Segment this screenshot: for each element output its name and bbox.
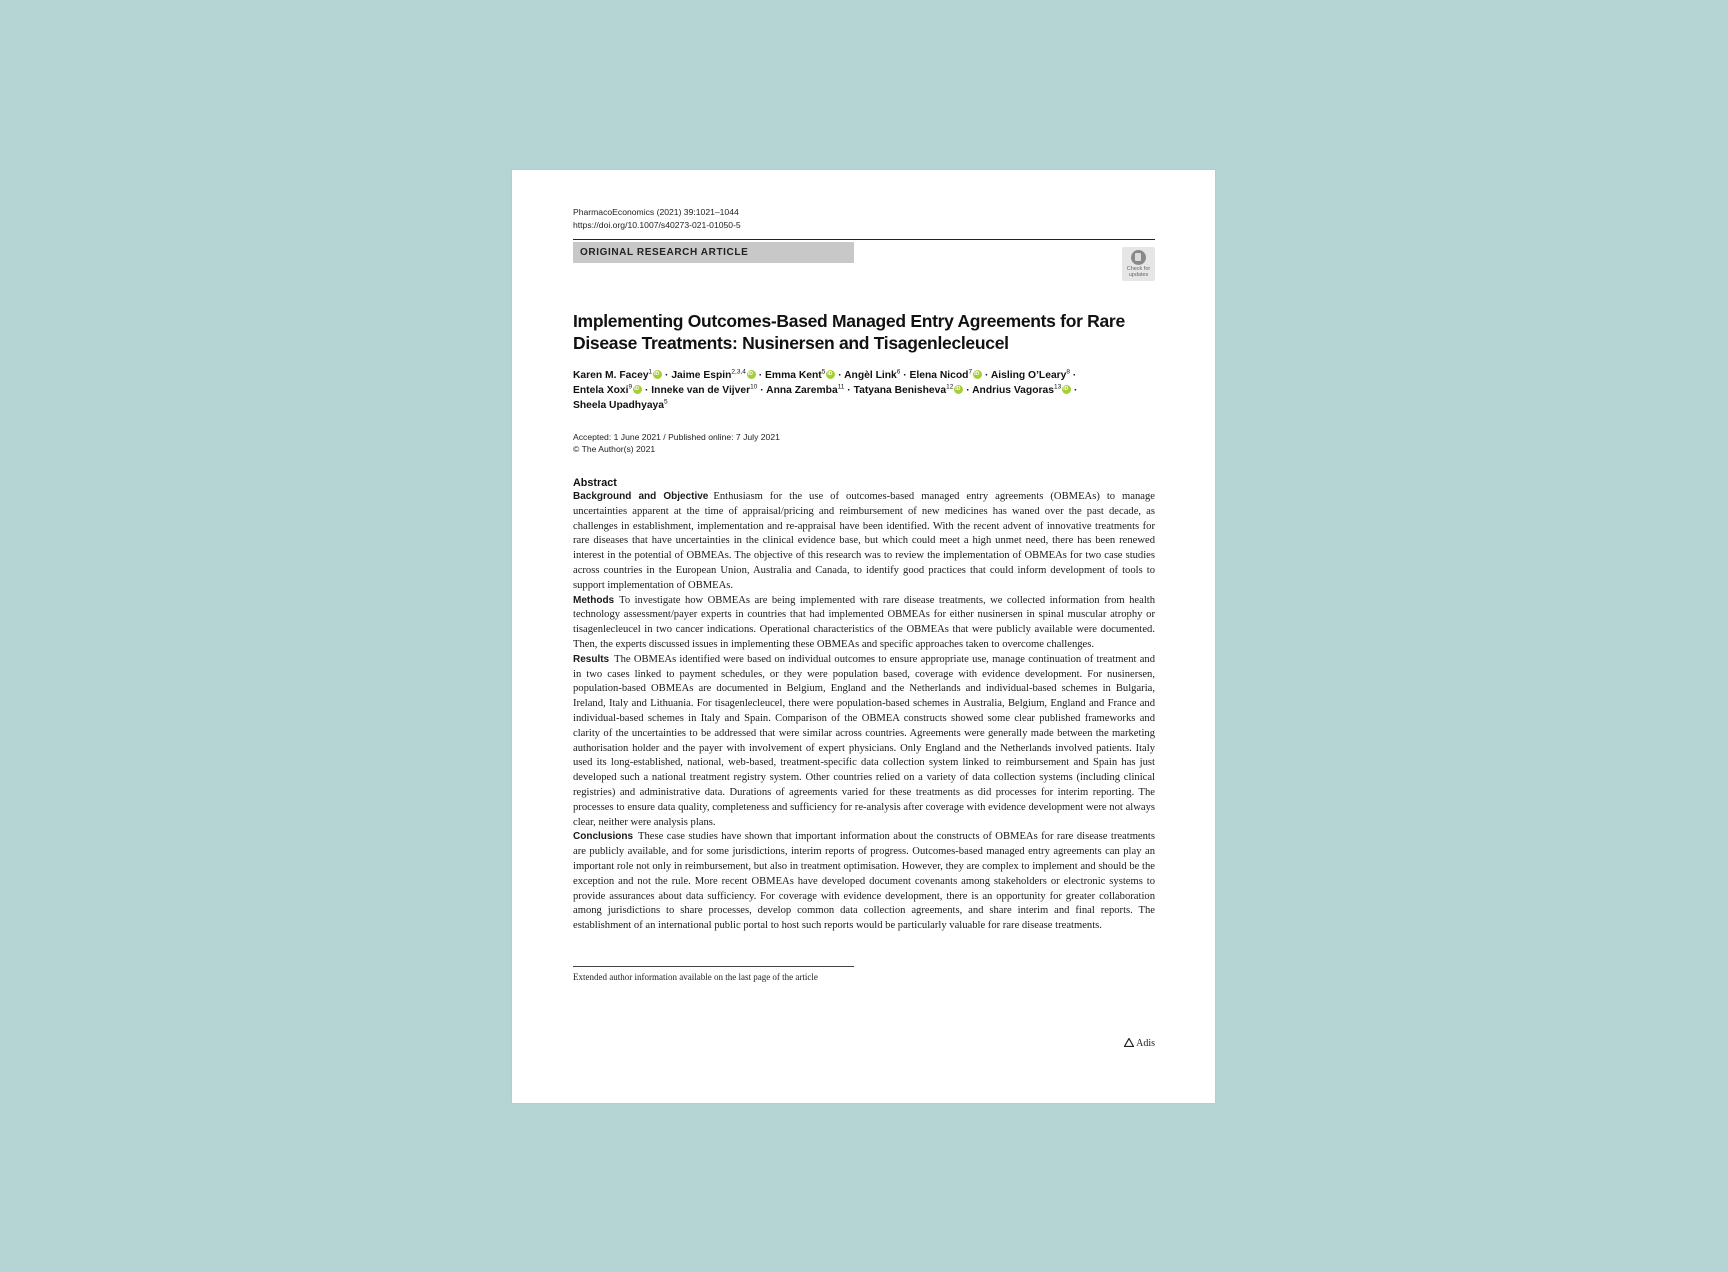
author-name[interactable]: Jaime Espin <box>671 370 732 381</box>
author-affiliation: 2,3,4 <box>731 368 746 376</box>
author-separator: · <box>900 370 910 381</box>
author-info-footnote: Extended author information available on the last page of the article <box>573 971 818 982</box>
author-name[interactable]: Angèl Link <box>844 370 897 381</box>
abstract-heading: Abstract <box>573 477 617 489</box>
article-title: Implementing Outcomes-Based Managed Entry Agreements for Rare Disease Treatments: Nusinersen and Tisagenlecleucel <box>573 311 1125 353</box>
adis-triangle-icon <box>1124 1038 1134 1047</box>
author-name[interactable]: Elena Nicod <box>909 370 969 381</box>
check-updates-line1: Check for <box>1126 266 1151 272</box>
author-name[interactable]: Aisling O’Leary <box>990 370 1067 381</box>
orcid-icon[interactable] <box>653 370 662 379</box>
abstract-methods <box>573 594 1155 653</box>
author-separator: · <box>982 370 991 381</box>
publisher-name: Adis <box>1136 1038 1155 1049</box>
article-type-label: ORIGINAL RESEARCH ARTICLE <box>573 242 854 263</box>
publisher-logo <box>1124 1038 1155 1049</box>
author-affiliation: 8 <box>1066 368 1071 376</box>
author-list <box>573 368 1155 413</box>
author-affiliation: 10 <box>750 383 758 391</box>
author-name[interactable]: Inneke van de Vijver <box>651 385 751 396</box>
author-separator: · <box>835 370 845 381</box>
copyright-notice: © The Author(s) 2021 <box>573 444 656 454</box>
author-affiliation: 12 <box>946 383 954 391</box>
abstract-section-label: Conclusions <box>573 831 634 843</box>
publication-dates <box>573 431 1155 455</box>
author-name[interactable]: Entela Xoxi <box>573 385 629 396</box>
author-affiliation: 11 <box>837 383 845 391</box>
orcid-icon[interactable] <box>747 370 756 379</box>
paper-page <box>512 170 1215 1103</box>
abstract-section-text: Enthusiasm for the use of outcomes-based managed entry agreements (OBMEAs) to manage uncertainties apparent at the time of appraisal/pricing and reimbursement of new medicines has waned over the past decade, as challenges in establishment, implementation and re-appraisal have been identified. With the recent advent of innovative treatments for rare diseases that have uncertainties in the clinical evidence base, but which could meet a high unmet need, there has been renewed interest in the potential of OBMEAs. The objective of this research was to review the implementation of OBMEAs for two case studies across countries in the European Union, Australia and Canada, to identify good practices that could inform development of tools to support implementation of OBMEAs. <box>573 491 1155 591</box>
author-separator: · <box>757 385 767 396</box>
article-header <box>573 240 1155 300</box>
abstract-conclusions <box>573 830 1155 934</box>
author-name[interactable]: Karen M. Facey <box>573 370 649 381</box>
journal-citation: PharmacoEconomics (2021) 39:1021–1044 <box>573 207 739 217</box>
abstract-background <box>573 490 1155 594</box>
abstract-section-label: Methods <box>573 594 615 606</box>
author-affiliation: 5 <box>821 368 826 376</box>
author-name[interactable]: Andrius Vagoras <box>972 385 1054 396</box>
author-separator: · <box>755 370 766 381</box>
check-updates-line2: updates <box>1128 272 1149 278</box>
abstract-section-text: To investigate how OBMEAs are being implemented with rare disease treatments, we collected information from health technology assessment/payer experts in countries that had implemented OBMEAs for either nusinersen in spinal muscular atrophy or tisagenlecleucel in two cancer indications. Operational characteristics of the OBMEAs that were publicly available were documented. Then, the experts discussed issues in implementing these OBMEAs and specific approaches taken to overcome challenges. <box>573 594 1155 650</box>
orcid-icon[interactable] <box>973 370 982 379</box>
author-separator: · <box>1070 370 1077 381</box>
author-affiliation: 1 <box>648 368 653 376</box>
author-separator: · <box>1071 385 1078 396</box>
author-affiliation: 6 <box>896 368 901 376</box>
author-separator: · <box>963 385 973 396</box>
author-name[interactable]: Emma Kent <box>765 370 822 381</box>
author-name[interactable]: Tatyana Benisheva <box>853 385 947 396</box>
abstract-section-label: Results <box>573 653 610 665</box>
check-for-updates-button[interactable] <box>1122 247 1155 281</box>
author-affiliation: 7 <box>968 368 973 376</box>
author-affiliation: 9 <box>628 383 633 391</box>
orcid-icon[interactable] <box>1062 385 1071 394</box>
orcid-icon[interactable] <box>954 385 963 394</box>
author-name[interactable]: Anna Zaremba <box>766 385 838 396</box>
page-content <box>573 206 1155 983</box>
doi-link[interactable]: https://doi.org/10.1007/s40273-021-01050-5 <box>573 220 741 230</box>
abstract-section-text: These case studies have shown that important information about the constructs of OBMEAs for rare disease treatments are publicly available, and for some jurisdictions, interim reports of progress. Outcomes-based managed entry agreements can play an important role not only in reimbursement, but also in treatment optimisation. However, they are complex to implement and should be the exception and not the rule. More recent OBMEAs have developed document covenants among stakeholders or electronic systems to provide assurances about data sufficiency. For coverage with evidence development, there is an opportunity for greater collaboration among jurisdictions to share processes, develop common data collection agreements, and share interim and final reports. The establishment of an international public portal to host such reports would be particularly valuable for rare disease treatments. <box>573 831 1155 932</box>
author-separator: · <box>642 385 652 396</box>
author-separator: · <box>844 385 854 396</box>
author-separator: · <box>662 370 672 381</box>
author-affiliation: 5 <box>664 398 668 406</box>
author-name[interactable]: Sheela Upadhyaya <box>573 400 664 411</box>
abstract-section-text: The OBMEAs identified were based on individual outcomes to ensure appropriate use, manage continuation of treatment and in two cases linked to payment schedules, or they were population based, coverage with evidence development. For nusinersen, population-based OBMEAs are documented in Belgium, England and the Netherlands and individual-based schemes in Bulgaria, Ireland, Italy and Lithuania. For tisagenlecleucel, there were population-based schemes in Australia, Belgium, England and France and individual-based schemes in Italy and Spain. Comparison of the OBMEA constructs showed some clear published frameworks and clarity of the uncertainties to be addressed that were similar across countries. Agreements were generally made between the marketing authorisation holder and the payer with involvement of expert physicians. Only England and the Netherlands involved patients. Italy used its long-established, national, web-based, treatment-specific data collection system linked to reimbursement and Spain has just developed such a national treatment registry system. Other countries relied on a variety of data collection systems (including clinical registries) and administrative data. Durations of agreements varied for these treatments as did processes for interim reporting. The processes to ensure data quality, completeness and sufficiency for re-analysis after coverage with evidence development were not always clear, neither were analysis plans. <box>573 653 1155 828</box>
author-affiliation: 13 <box>1053 383 1062 391</box>
footnote-rule <box>573 966 854 967</box>
check-updates-icon <box>1131 250 1146 265</box>
accepted-published-dates: Accepted: 1 June 2021 / Published online: 7 July 2021 <box>573 432 780 442</box>
orcid-icon[interactable] <box>826 370 835 379</box>
orcid-icon[interactable] <box>633 385 642 394</box>
abstract-section-label: Background and Objective <box>573 491 709 502</box>
abstract-results <box>573 653 1155 831</box>
